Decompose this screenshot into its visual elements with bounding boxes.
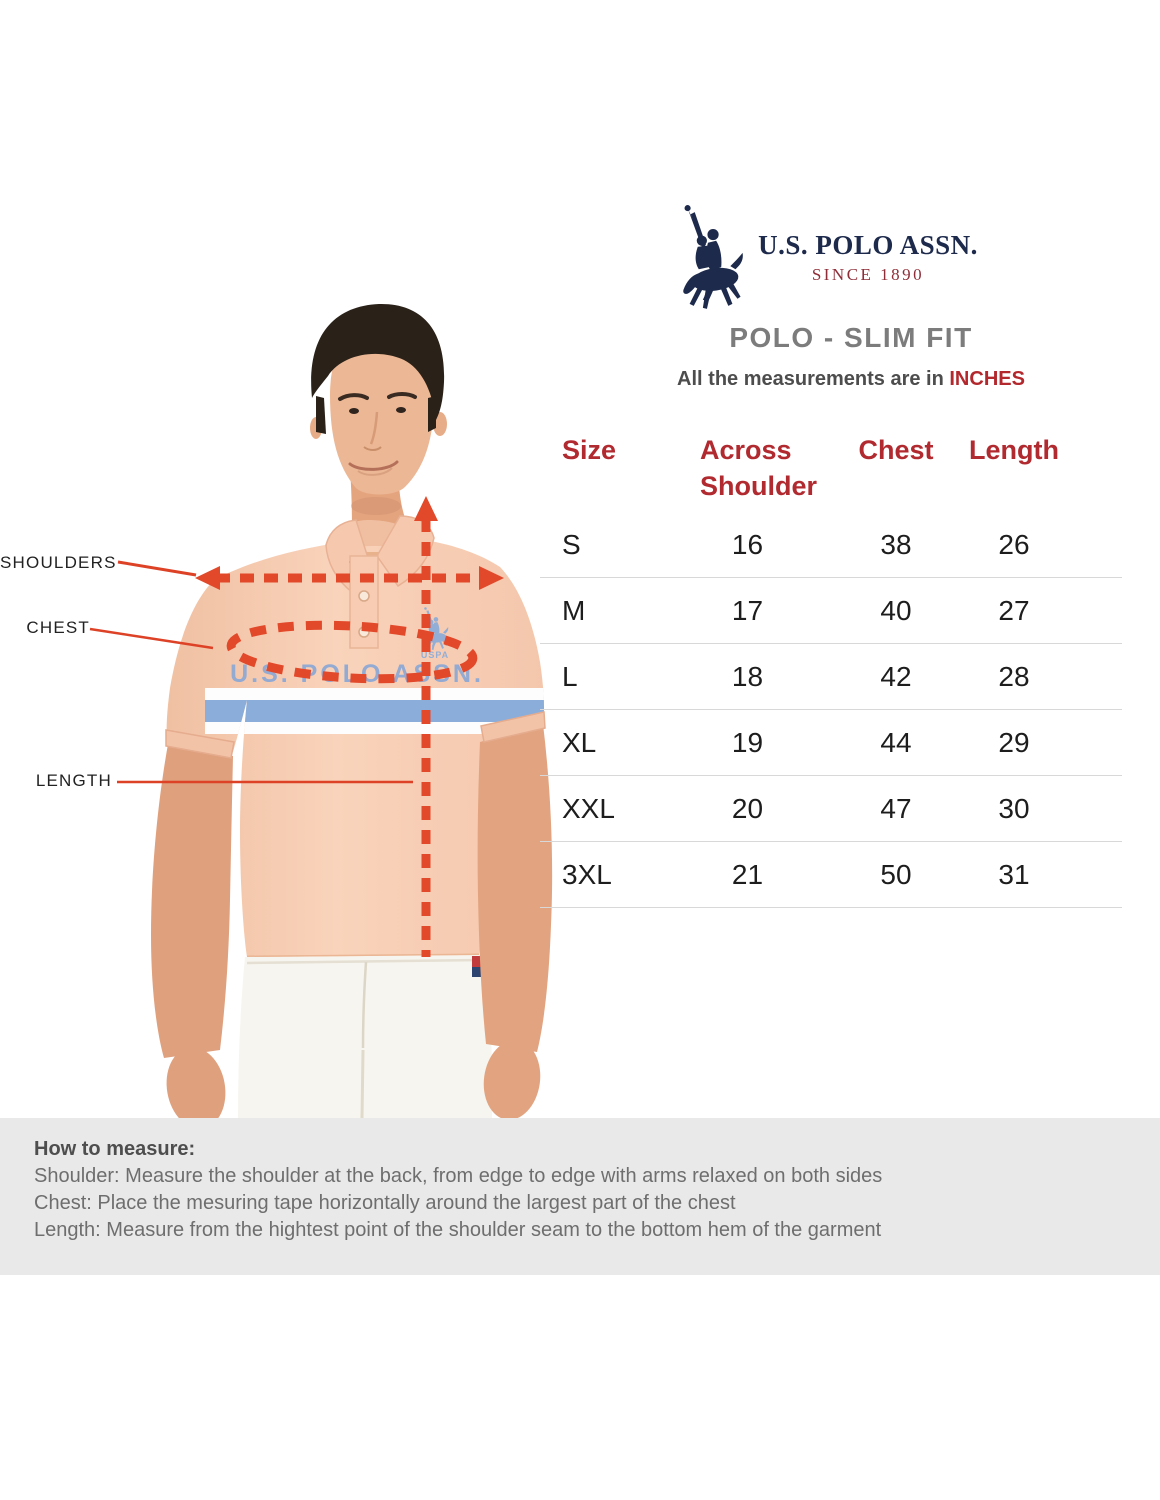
- table-row: [540, 644, 1122, 710]
- brand-since-text: SINCE 1890: [811, 265, 925, 284]
- how-to-measure-line: Shoulder: Measure the shoulder at the back, from edge to edge with arms relaxed on both sides: [34, 1165, 883, 1187]
- cell-size: L: [562, 660, 578, 692]
- how-to-measure-lines: [34, 1163, 1140, 1244]
- cell-chest: 50: [880, 858, 912, 890]
- cell-length: 29: [998, 726, 1030, 758]
- cell-length: 27: [998, 594, 1030, 626]
- cell-across_shoulder: 21: [731, 858, 764, 890]
- cell-chest: 38: [880, 528, 912, 560]
- table-row: [540, 578, 1122, 644]
- cell-size: 3XL: [562, 858, 612, 890]
- model-head: [310, 304, 447, 495]
- note-unit: INCHES: [949, 368, 1025, 390]
- cell-across_shoulder: 16: [731, 528, 764, 560]
- cell-size: XL: [562, 726, 597, 758]
- cell-chest: 40: [880, 594, 912, 626]
- cell-length: 30: [998, 792, 1030, 824]
- column-header-size: Size: [562, 435, 617, 465]
- how-to-measure-line: Length: Measure from the hightest point of the shoulder seam to the bottom hem of the garment: [34, 1219, 882, 1241]
- size-table: [540, 420, 1125, 908]
- column-header-chest: Chest: [858, 435, 934, 465]
- cell-size: S: [562, 528, 581, 560]
- note-prefix: All the measurements are in: [677, 368, 950, 390]
- chest-label: CHEST: [26, 618, 90, 637]
- cell-chest: 47: [880, 792, 912, 824]
- cell-across_shoulder: 18: [731, 660, 764, 692]
- brand-logo-text: U.S. POLO ASSN.: [758, 230, 978, 260]
- shoulders-label: SHOULDERS: [0, 553, 117, 572]
- how-to-measure-line: Chest: Place the mesuring tape horizontally around the largest part of the chest: [34, 1192, 736, 1214]
- shirt-print-text: U.S. POLO ASSN.: [230, 660, 484, 688]
- shorts-brand-tag: [472, 956, 481, 967]
- size-table-header: [540, 420, 1125, 512]
- length-label: LENGTH: [35, 771, 112, 790]
- shirt-button: [359, 591, 369, 601]
- table-row: [540, 842, 1122, 908]
- brand-logo-horse-icon: [674, 202, 746, 314]
- column-header-across-shoulder: Across Shoulder: [700, 435, 818, 501]
- chest-logo-caption: USPA: [420, 650, 450, 660]
- shoulders-leader-line: [118, 562, 196, 575]
- table-row: [540, 710, 1122, 776]
- cell-across_shoulder: 20: [731, 792, 764, 824]
- column-header-length: Length: [969, 435, 1059, 465]
- cell-length: 28: [998, 660, 1030, 692]
- cell-size: M: [562, 594, 586, 626]
- product-title: POLO - SLIM FIT: [729, 322, 973, 353]
- cell-size: XXL: [562, 792, 615, 824]
- cell-chest: 44: [880, 726, 912, 758]
- how-to-measure-bar: [0, 1118, 1160, 1275]
- model-photo: [151, 304, 552, 1133]
- size-table-body: [540, 512, 1125, 908]
- table-row: [540, 776, 1122, 842]
- table-row: [540, 512, 1122, 578]
- cell-length: 31: [998, 858, 1030, 890]
- cell-across_shoulder: 19: [731, 726, 764, 758]
- cell-across_shoulder: 17: [731, 594, 764, 626]
- cell-length: 26: [998, 528, 1030, 560]
- cell-chest: 42: [880, 660, 912, 692]
- measurements-note: [544, 368, 1158, 391]
- how-to-measure-title: How to measure:: [34, 1138, 196, 1160]
- brand-block: [748, 230, 988, 285]
- model-shorts: [238, 955, 492, 1118]
